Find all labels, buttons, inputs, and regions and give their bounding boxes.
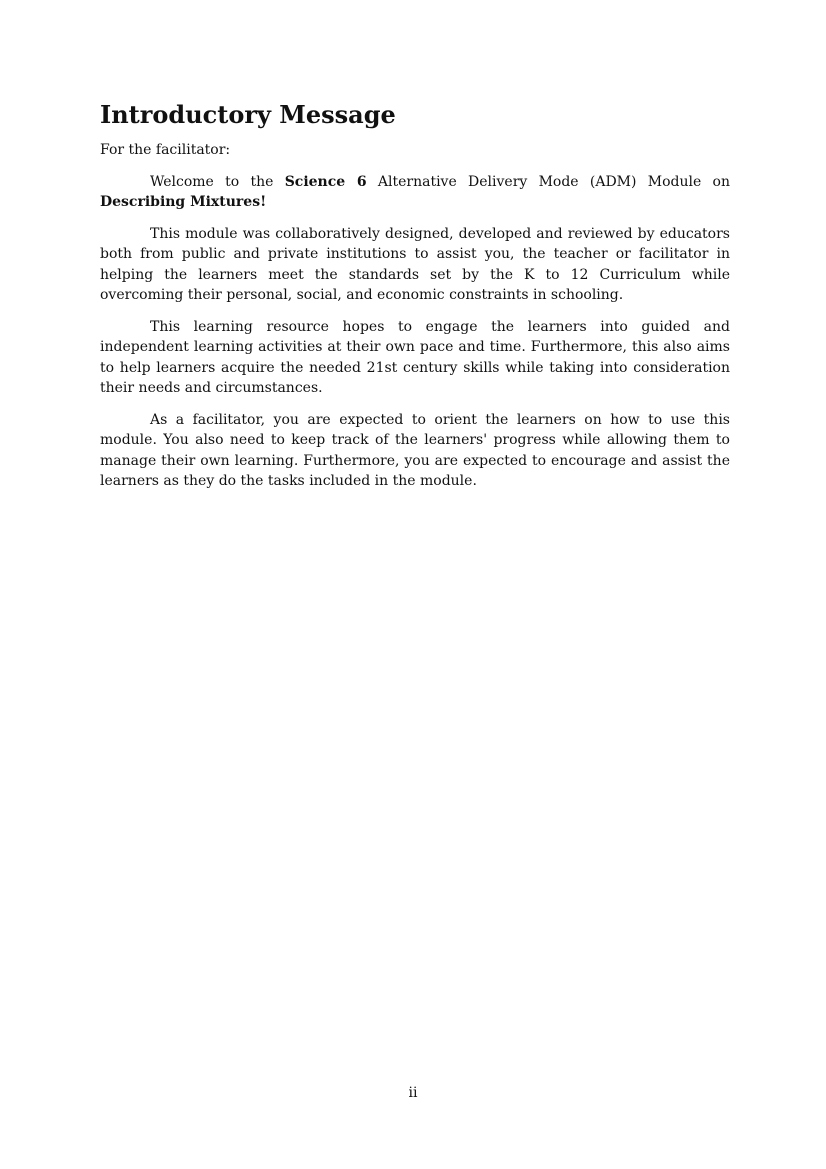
- subject-name: Science 6: [284, 173, 367, 190]
- page-title: Introductory Message: [100, 100, 396, 129]
- salutation: For the facilitator:: [100, 142, 231, 158]
- body-paragraph-module-design: This module was collaboratively designed, developed and reviewed by educators both from public and private institutions to assist you, the teacher or facilitator in helping the learners meet the standards set by the K to 12 Curriculum while overcoming their personal, social, and economic constraints in schooling.: [100, 225, 730, 303]
- document-page: [100, 98, 730, 503]
- module-topic: Describing Mixtures!: [100, 194, 267, 210]
- body-paragraph-learning-resource: This learning resource hopes to engage the learners into guided and independent learning activities at their own pace and time. Furthermore, this also aims to help learners acquire the needed 21st century skills while taking into consideration their needs and circumstances.: [100, 318, 730, 396]
- welcome-middle-text: Alternative Delivery Mode (ADM) Module on: [366, 173, 730, 190]
- welcome-paragraph: [100, 172, 730, 213]
- body-paragraph-facilitator-role: As a facilitator, you are expected to orient the learners on how to use this module. You also need to keep track of the learners' progress while allowing them to manage their own learning. Furthermore, you are expected to encourage and assist the learners as they do the tasks included in the module.: [100, 411, 730, 489]
- welcome-intro-text: Welcome to the: [150, 173, 285, 190]
- page-number: ii: [408, 1085, 418, 1101]
